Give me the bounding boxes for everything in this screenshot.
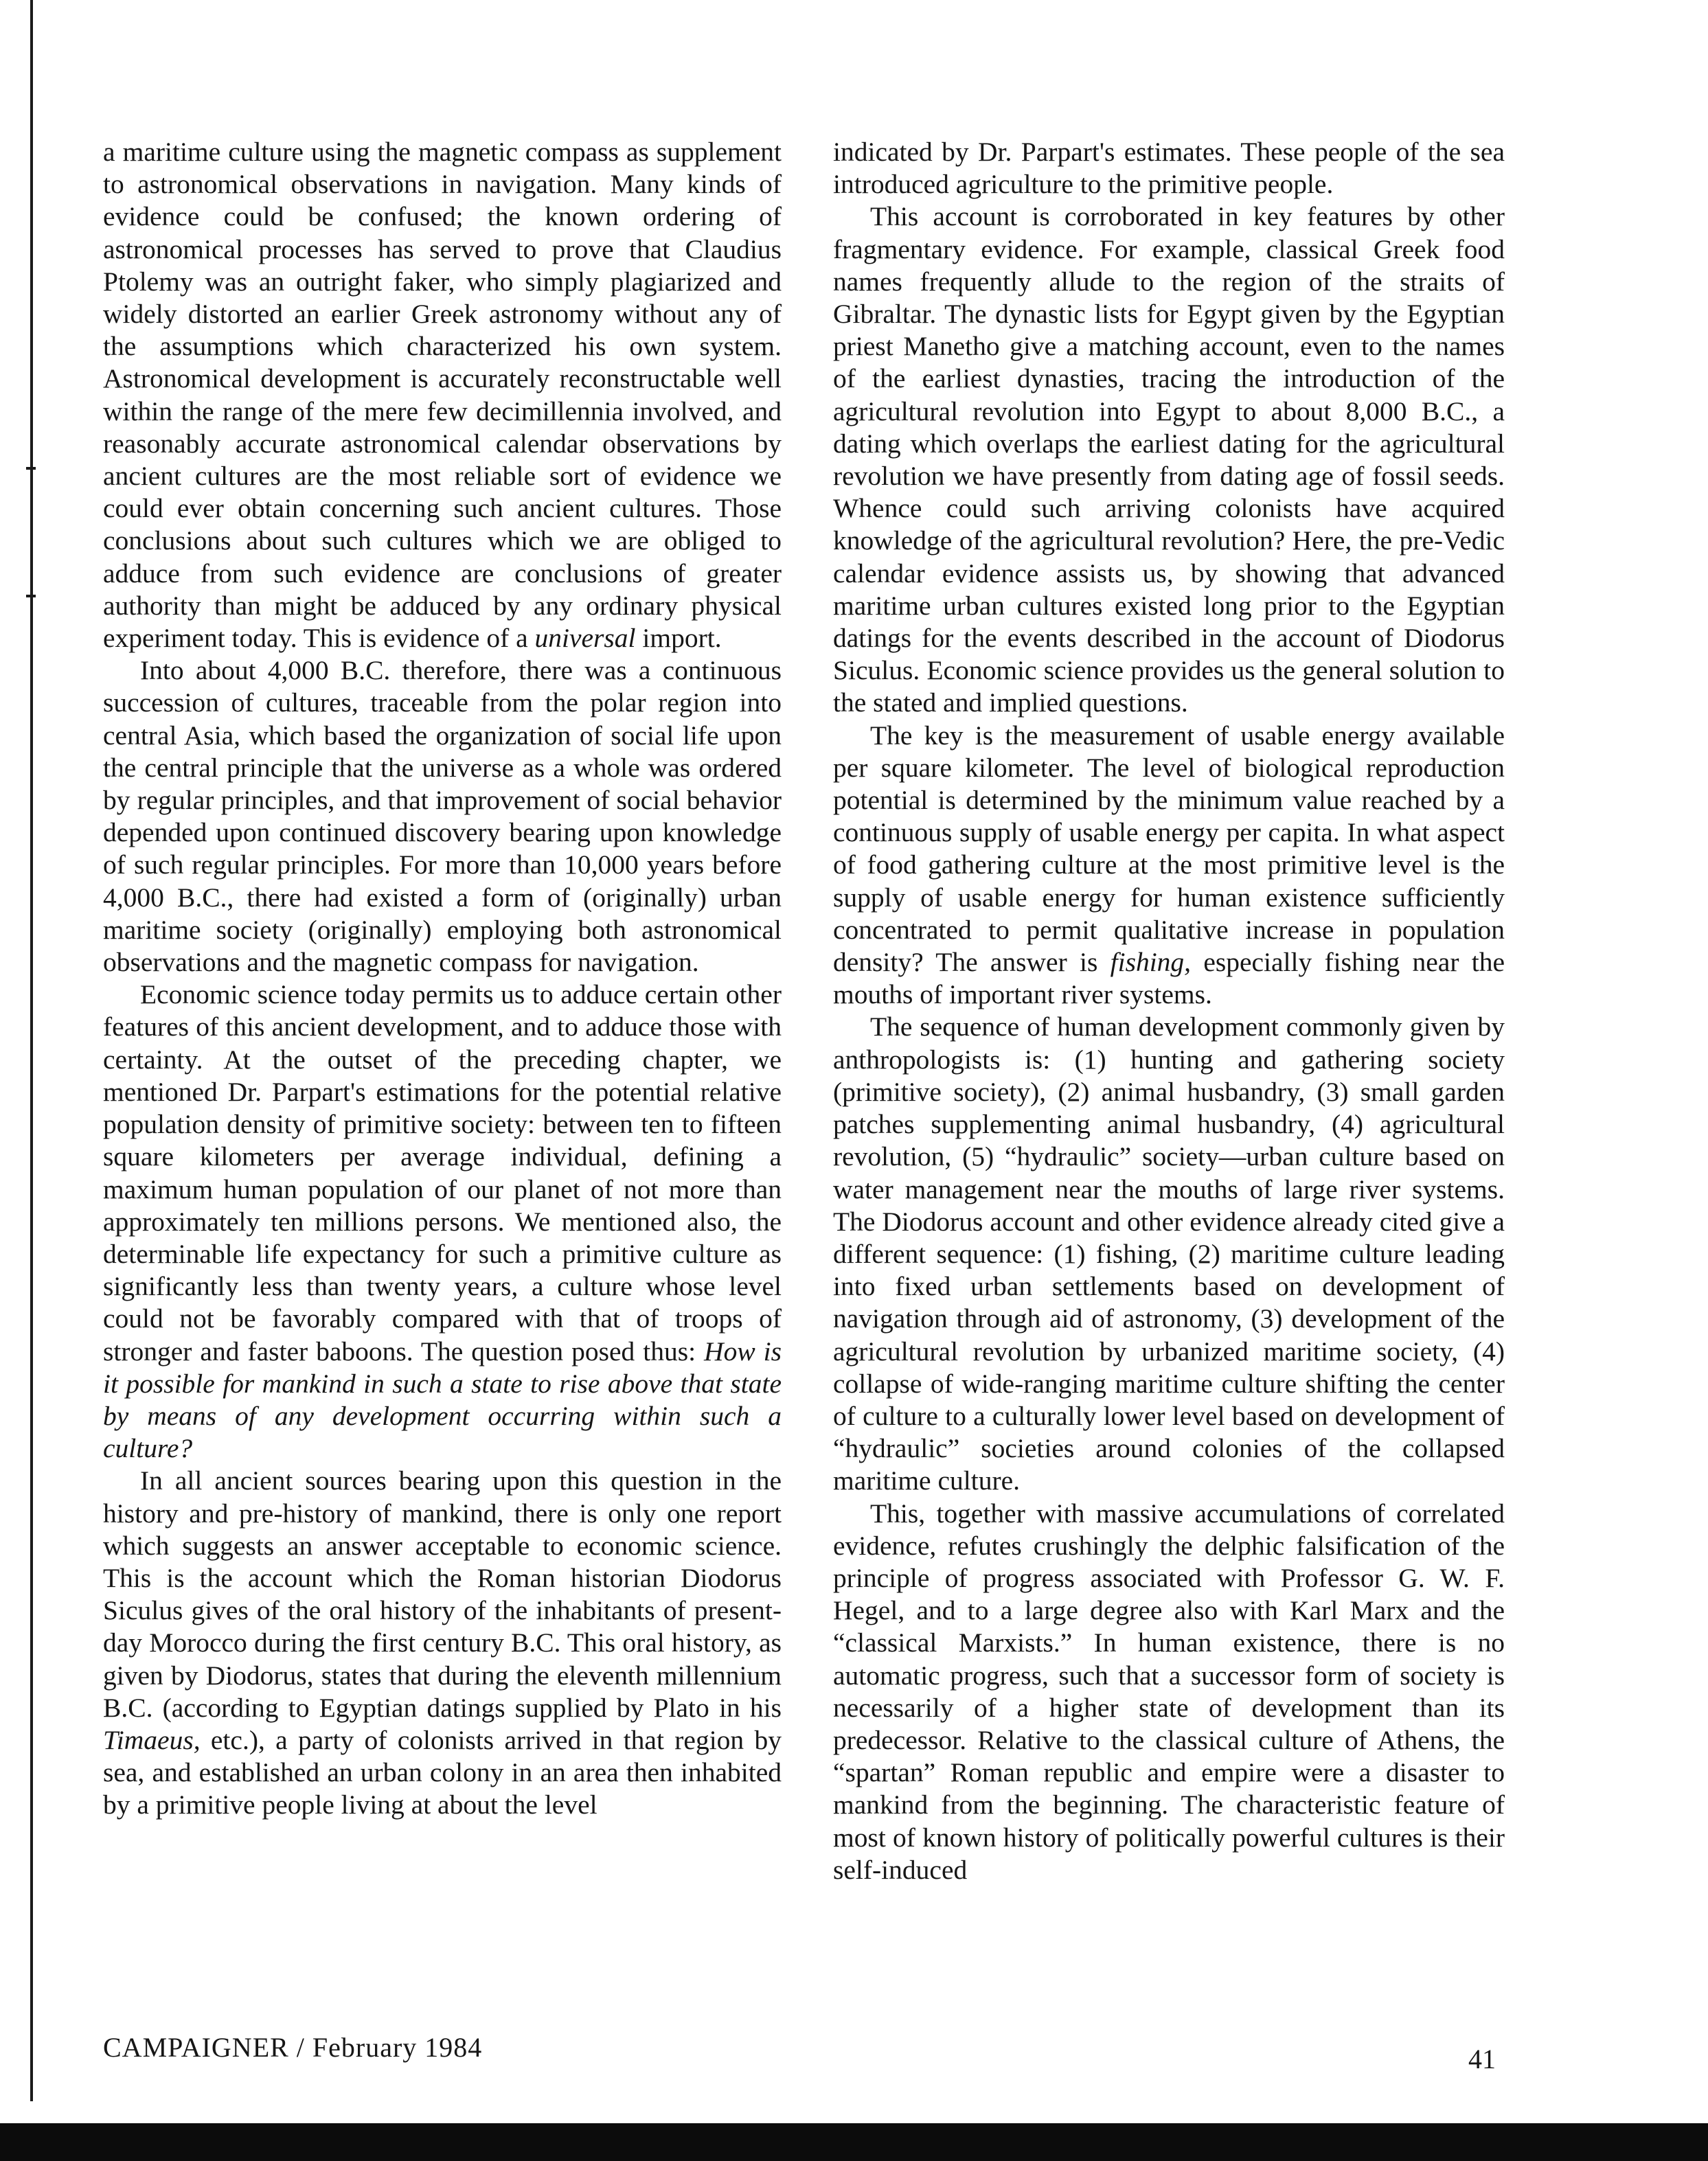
binding-tick-mark [26,595,36,597]
paragraph: a maritime culture using the magnetic compass as supplement to astronomical observations in navigation. Many kinds of evidence could be confused; the known ordering of astronomical processes has served to prove that Claudius Ptolemy was an outright faker, who simply plagiarized and widely distorted an earlier Greek astronomy without any of the assumptions which characterized his own system. Astronomical development is accurately reconstructable well within the range of the mere few decimillennia involved, and reasonably accurate astronomical calendar observations by ancient cultures are the most reliable sort of evidence we could ever obtain concerning such ancient cultures. Those conclusions about such cultures which we are obliged to adduce from such evidence are conclusions of greater authority than might be adduced by any ordinary physical experiment today. This is evidence of a universal import. [103,137,782,654]
page-number: 41 [1468,2044,1496,2074]
paragraph: This account is corroborated in key features by other fragmentary evidence. For example, classical Greek food names frequently allude to the region of the straits of Gibraltar. The dynastic lists for Egypt given by the Egyptian priest Manetho give a matching account, even to the names of the earliest dynasties, tracing the introduction of the agricultural revolution into Egypt to about 8,000 B.C., a dating which overlaps the earliest dating for the agricultural revolution we have presently from dating age of fossil seeds. Whence could such arriving colonists have acquired knowledge of the agricultural revolution? Here, the pre-Vedic calendar evidence assists us, by showing that advanced maritime urban cultures existed long prior to the Egyptian datings for the events described in the account of Diodorus Siculus. Economic science provides us the general solution to the stated and implied questions. [833,201,1505,718]
paragraph: This, together with massive accumulations of correlated evidence, refutes crushingly the delphic falsification of the principle of progress associated with Professor G. W. F. Hegel, and to a large degree also with Karl Marx and the “classical Marxists.” In human existence, there is no automatic progress, such that a successor form of society is necessarily of a higher state of development than its predecessor. Relative to the classical culture of Athens, the “spartan” Roman republic and empire were a disaster to mankind from the beginning. The characteristic feature of most of known history of politically powerful cultures is their self-induced [833,1498,1505,1885]
paragraph: Into about 4,000 B.C. therefore, there was a continuous succession of cultures, traceable from the polar region into central Asia, which based the organization of social life upon the central principle that the universe as a whole was ordered by regular principles, and that improvement of social behavior depended upon continued discovery bearing upon knowledge of such regular principles. For more than 10,000 years before 4,000 B.C., there had existed a form of (originally) urban maritime society (originally) employing both astronomical observations and the magnetic compass for navigation. [103,655,782,978]
paragraph: In all ancient sources bearing upon this question in the history and pre-history of mankind, there is only one report which suggests an answer acceptable to economic science. This is the account which the Roman historian Diodorus Siculus gives of the oral history of the inhabitants of present-day Morocco during the first century B.C. This oral history, as given by Diodorus, states that during the eleventh millennium B.C. (according to Egyptian datings supplied by Plato in his Timaeus, etc.), a party of colonists arrived in that region by sea, and established an urban colony in an area then inhabited by a primitive people living at about the level [103,1465,782,1820]
paragraph: The sequence of human development commonly given by anthropologists is: (1) hunting and gathering society (primitive society), (2) animal husbandry, (3) small garden patches supplementing animal husbandry, (4) agricultural revolution, (5) “hydraulic” society—urban culture based on water management near the mouths of large river systems. The Diodorus account and other evidence already cited give a different sequence: (1) fishing, (2) maritime culture leading into fixed urban settlements based on development of navigation through aid of astronomy, (3) development of the agricultural revolution by urbanized maritime society, (4) collapse of wide-ranging maritime culture shifting the center of culture to a culturally lower level based on development of “hydraulic” societies around colonies of the collapsed maritime culture. [833,1011,1505,1496]
paragraph: Economic science today permits us to adduce certain other features of this ancient development, and to adduce those with certainty. At the outset of the preceding chapter, we mentioned Dr. Parpart's estimations for the potential relative population density of primitive society: between ten to fifteen square kilometers per average individual, defining a maximum human population of our planet of not more than approximately ten millions persons. We mentioned also, the determinable life expectancy for such a primitive culture as significantly less than twenty years, a culture whose level could not be favorably compared with that of troops of stronger and faster baboons. The question posed thus: How is it possible for mankind in such a state to rise above that state by means of any development occurring within such a culture? [103,979,782,1464]
right-text-column [833,136,1505,1886]
paragraph: The key is the measurement of usable energy available per square kilometer. The level of biological reproduction potential is determined by the minimum value reached by a continuous supply of usable energy per capita. In what aspect of food gathering culture at the most primitive level is the supply of usable energy for human existence sufficiently concentrated to permit qualitative increase in population density? The answer is fishing, especially fishing near the mouths of important river systems. [833,720,1505,1010]
scan-bottom-border [0,2123,1708,2161]
page-binding-edge [30,0,33,2101]
paragraph: indicated by Dr. Parpart's estimates. These people of the sea introduced agriculture to the primitive people. [833,137,1505,200]
publication-footer: CAMPAIGNER / February 1984 [103,2032,483,2063]
binding-tick-mark [26,467,36,470]
left-text-column [103,136,782,1822]
